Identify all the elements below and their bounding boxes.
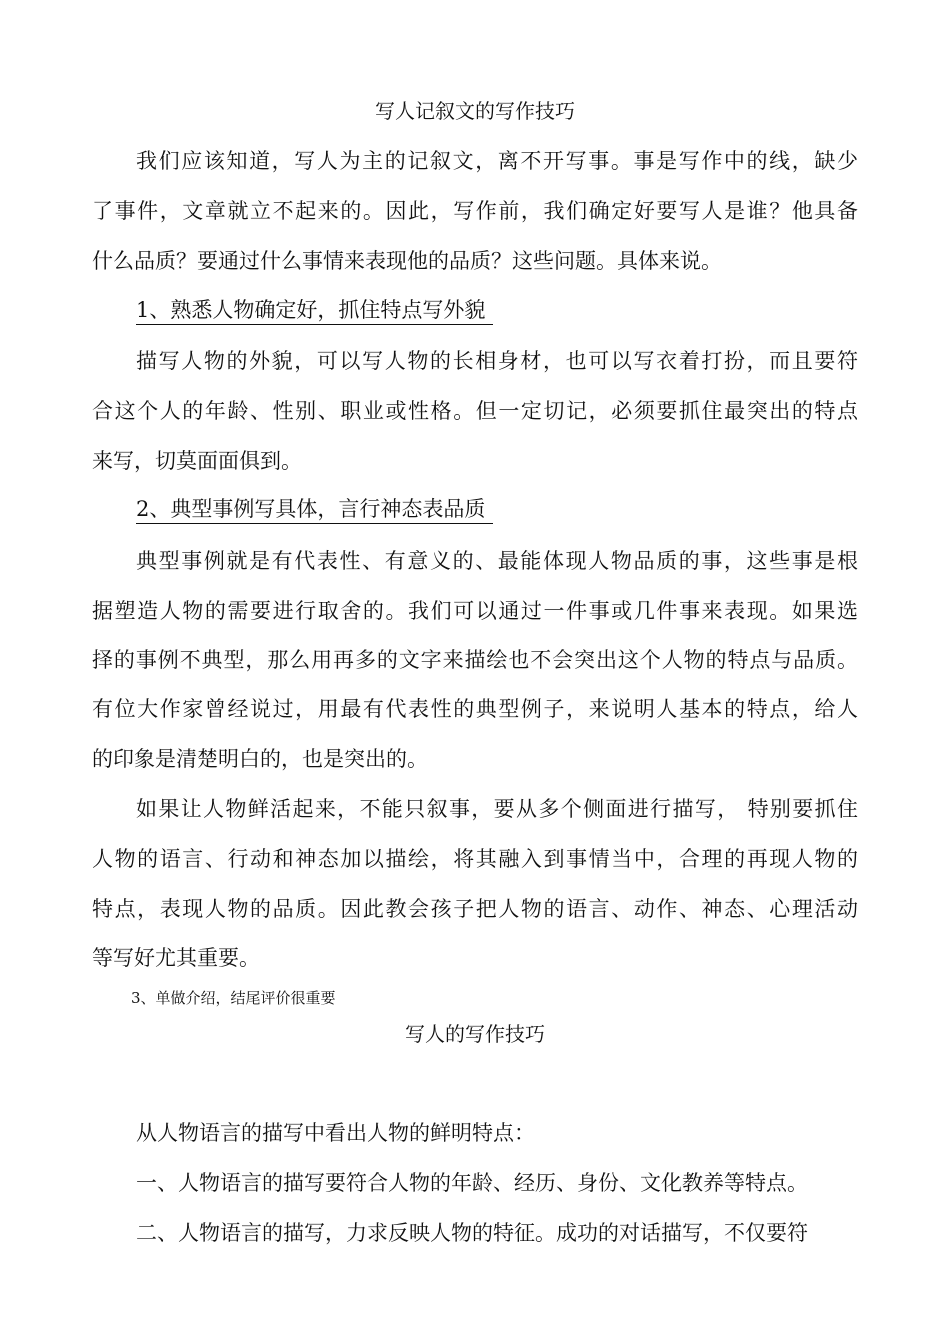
paragraph-line: 的印象是清楚明白的，也是突出的。	[92, 747, 428, 771]
paragraph-line: 如果让人物鲜活起来，不能只叙事，要从多个侧面进行描写， 特别要抓住	[136, 797, 858, 821]
paragraph-line: 择的事例不典型，那么用再多的文字来描绘也不会突出这个人物的特点与品质。	[92, 648, 858, 672]
paragraph-line: 描写人物的外貌，可以写人物的长相身材，也可以写衣着打扮，而且要符	[136, 349, 858, 373]
list-item: 二、人物语言的描写，力求反映人物的特征。成功的对话描写，不仅要符	[136, 1221, 808, 1245]
document-title: 写人记叙文的写作技巧	[375, 99, 575, 123]
paragraph-line: 来写，切莫面面俱到。	[92, 449, 302, 473]
paragraph-line: 有位大作家曾经说过，用最有代表性的典型例子，来说明人基本的特点，给人	[92, 697, 858, 721]
paragraph-line: 特点，表现人物的品质。因此教会孩子把人物的语言、动作、神态、心理活动	[92, 897, 858, 921]
paragraph-line: 典型事例就是有代表性、有意义的、最能体现人物品质的事，这些事是根	[136, 549, 858, 573]
paragraph-line: 从人物语言的描写中看出人物的鲜明特点：	[136, 1121, 535, 1145]
paragraph-line: 人物的语言、行动和神态加以描绘，将其融入到事情当中，合理的再现人物的	[92, 847, 858, 871]
document-subtitle: 写人的写作技巧	[405, 1022, 545, 1046]
section-heading: 1、熟悉人物确定好，抓住特点写外貌	[136, 297, 493, 325]
paragraph-line: 我们应该知道，写人为主的记叙文，离不开写事。事是写作中的线，缺少	[136, 149, 858, 173]
paragraph-line: 据塑造人物的需要进行取舍的。我们可以通过一件事或几件事来表现。如果选	[92, 599, 858, 623]
section-heading-small: 3、单做介绍，结尾评价很重要	[131, 989, 336, 1007]
paragraph-line: 了事件，文章就立不起来的。因此，写作前，我们确定好要写人是谁？他具备	[92, 199, 858, 223]
paragraph-line: 什么品质？要通过什么事情来表现他的品质？这些问题。具体来说。	[92, 249, 722, 273]
paragraph-line: 等写好尤其重要。	[92, 946, 260, 970]
section-heading: 2、典型事例写具体，言行神态表品质	[136, 496, 493, 524]
list-item: 一、人物语言的描写要符合人物的年龄、经历、身份、文化教养等特点。	[136, 1171, 808, 1195]
paragraph-line: 合这个人的年龄、性别、职业或性格。但一定切记，必须要抓住最突出的特点	[92, 399, 858, 423]
